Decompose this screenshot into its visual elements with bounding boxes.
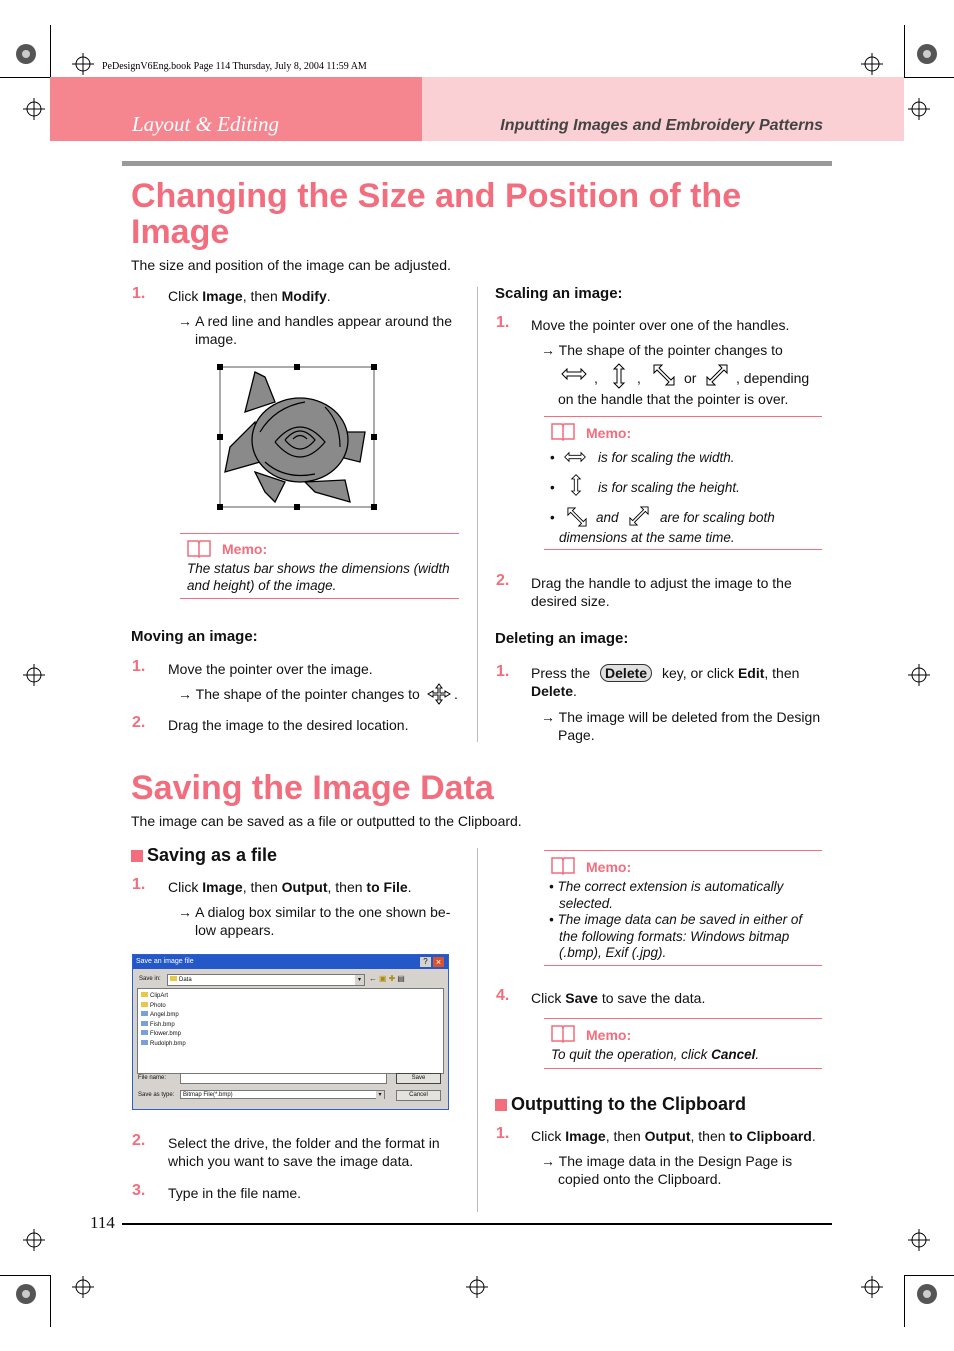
step-text: Move the pointer over the image.: [168, 661, 373, 677]
crosshair-mark-icon: [23, 98, 45, 120]
vertical-resize-icon: [612, 363, 626, 389]
step-text: Type in the file name.: [168, 1185, 302, 1201]
memo-divider: [544, 416, 822, 417]
save-type-label: Save as type:: [138, 1092, 175, 1098]
memo-label: Memo:: [586, 859, 632, 875]
step-number: 4.: [496, 987, 510, 1004]
section-title: Inputting Images and Embroidery Patterns: [500, 117, 823, 134]
rose-image: [215, 362, 379, 512]
file-name-input[interactable]: [180, 1073, 387, 1084]
book-icon: [550, 421, 576, 441]
diagonal-resize-ne-icon: [629, 506, 649, 526]
file-name: ClipArt: [150, 993, 169, 999]
help-button[interactable]: ?: [420, 957, 431, 967]
save-button[interactable]: Save: [396, 1073, 441, 1084]
crosshair-mark-icon: [861, 1276, 883, 1298]
step-number: 2.: [132, 1132, 146, 1149]
diagonal-resize-ne-icon: [706, 364, 728, 386]
memo-label: Memo:: [586, 425, 632, 441]
horizontal-resize-icon: [561, 367, 587, 381]
depending-text: , depending: [736, 370, 810, 386]
memo-divider: [544, 549, 822, 550]
clipboard-heading: Outputting to the Clipboard: [495, 1094, 746, 1115]
step-text: Move the pointer over one of the handles.: [531, 317, 790, 333]
step-text: Click Image, then Output, then to File.: [168, 879, 412, 895]
diagonal-resize-nw-icon: [653, 364, 675, 386]
close-button[interactable]: ×: [433, 957, 444, 967]
list-item[interactable]: [141, 1040, 443, 1050]
comma: ,: [637, 370, 641, 386]
memo-text: and: [596, 510, 619, 525]
memo-label: Memo:: [586, 1027, 632, 1043]
scaling-heading: Scaling an image:: [495, 285, 623, 302]
bitmap-file-icon: [141, 1030, 148, 1035]
step-result: → The image will be deleted from the Design Page.: [541, 709, 821, 743]
step-number: 3.: [132, 1182, 146, 1199]
crosshair-mark-icon: [23, 664, 45, 686]
memo-text: is for scaling the height.: [598, 480, 740, 495]
step-text: Select the drive, the folder and the format in which you want to save the image data.: [168, 1135, 440, 1169]
cancel-button[interactable]: Cancel: [396, 1090, 441, 1101]
book-icon: [186, 538, 212, 558]
comma: ,: [594, 370, 598, 386]
crosshair-mark-icon: [861, 53, 883, 75]
page-number: 114: [90, 1213, 115, 1232]
memo-text: The status bar shows the dimensions (width and height) of the image.: [187, 561, 450, 593]
file-name: Flower.bmp: [150, 1031, 182, 1037]
file-name: Angel.bmp: [150, 1012, 179, 1018]
step-text: Drag the image to the desired location.: [168, 717, 409, 733]
list-item[interactable]: [141, 1011, 443, 1021]
step-number: 1.: [496, 1125, 510, 1142]
step-text: Press the Delete key, or click Edit, then Delete.: [531, 665, 800, 699]
save-in-select[interactable]: Data ▾: [167, 974, 365, 986]
save-type-select[interactable]: Bitmap File(*.bmp) ▾: [180, 1090, 385, 1099]
crosshair-mark-icon: [908, 1229, 930, 1251]
registration-mark-icon: [15, 43, 37, 65]
save-in-label: Save in:: [139, 976, 161, 982]
memo-text: is for scaling the width.: [598, 450, 735, 465]
step-number: 2.: [496, 572, 510, 589]
bitmap-file-icon: [141, 1011, 148, 1016]
diagonal-resize-nw-icon: [567, 507, 587, 527]
step-result: → A red line and handles appear around the image.: [178, 313, 452, 347]
memo-divider: [544, 1068, 822, 1069]
dialog-title: Save an image file: [133, 955, 448, 969]
book-icon: [550, 1023, 576, 1043]
list-item[interactable]: [141, 1021, 443, 1031]
bitmap-file-icon: [141, 1040, 148, 1045]
step-number: 1.: [132, 285, 146, 302]
crosshair-mark-icon: [908, 664, 930, 686]
horizontal-resize-icon: [563, 451, 587, 463]
moving-heading: Moving an image:: [131, 628, 258, 645]
step-number: 2.: [132, 714, 146, 731]
chapter-title: Layout & Editing: [132, 112, 279, 136]
bullet: •: [550, 480, 555, 495]
crosshair-mark-icon: [72, 1276, 94, 1298]
delete-key: Delete: [600, 664, 652, 682]
saving-file-heading: Saving as a file: [131, 845, 277, 866]
memo-divider: [180, 598, 459, 599]
intro-text: The image can be saved as a file or outputted to the Clipboard.: [131, 813, 522, 829]
registration-mark-icon: [15, 1283, 37, 1305]
memo-label: Memo:: [222, 541, 268, 557]
step-text: Click Save to save the data.: [531, 990, 706, 1006]
file-name: Fish.bmp: [150, 1021, 175, 1028]
footer-rule: [122, 1223, 832, 1225]
title-rule: [122, 161, 832, 166]
step-text: Click Image, then Modify.: [168, 288, 331, 304]
step-text: Click Image, then Output, then to Clipboard.: [531, 1128, 816, 1144]
book-info-line: PeDesignV6Eng.book Page 114 Thursday, July 8, 2004 11:59 AM: [102, 61, 367, 72]
file-name: Rudolph.bmp: [150, 1040, 186, 1047]
crosshair-mark-icon: [908, 98, 930, 120]
crosshair-mark-icon: [466, 1276, 488, 1298]
list-item[interactable]: [141, 992, 443, 1002]
deleting-heading: Deleting an image:: [495, 630, 629, 647]
column-separator: [477, 287, 478, 742]
column-separator: [477, 848, 478, 1212]
step-result: → A dialog box similar to the one shown be- low appears.: [178, 904, 451, 938]
section-title-saving: Saving the Image Data: [131, 769, 494, 807]
memo-divider: [180, 533, 459, 534]
crosshair-mark-icon: [72, 53, 94, 75]
list-item[interactable]: [141, 1030, 443, 1040]
chevron-down-icon: ▾: [376, 1091, 384, 1100]
bullet: •: [550, 450, 555, 465]
memo-text: dimensions at the same time.: [559, 530, 735, 545]
memo-divider: [544, 965, 822, 966]
step-number: 1.: [132, 658, 146, 675]
step-number: 1.: [496, 314, 510, 331]
book-icon: [550, 855, 576, 875]
save-dialog-screenshot: [132, 954, 449, 1110]
step-result: on the handle that the pointer is over.: [558, 391, 789, 407]
or-text: or: [684, 370, 697, 386]
file-list[interactable]: [137, 988, 444, 1074]
period: .: [454, 686, 458, 702]
registration-mark-icon: [916, 43, 938, 65]
step-number: 1.: [132, 876, 146, 893]
intro-text: The size and position of the image can be adjusted.: [131, 257, 451, 273]
chevron-down-icon: ▾: [355, 975, 364, 985]
page-title: Changing the Size and Position of the Image: [131, 177, 742, 251]
registration-mark-icon: [916, 1283, 938, 1305]
file-name-label: File name:: [138, 1075, 167, 1081]
step-result: → The shape of the pointer changes to: [178, 686, 420, 702]
step-result: → The image data in the Design Page is copied onto the Clipboard.: [541, 1153, 793, 1187]
step-result: → The shape of the pointer changes to: [541, 342, 783, 358]
memo-divider: [544, 850, 822, 851]
bullet: •: [550, 510, 555, 525]
move-pointer-icon: [427, 683, 451, 705]
step-text: Drag the handle to adjust the image to the desired size.: [531, 575, 792, 609]
toolbar-icons[interactable]: ←▣✚▤: [369, 974, 407, 983]
memo-text: • The correct extension is automatically selected. • The image data can be saved in either of the following formats: Windows bitmap (.bmp), Exif (.jpg).: [549, 879, 803, 960]
memo-text: are for scaling both: [660, 510, 775, 525]
file-name: Photo: [150, 1002, 166, 1009]
memo-divider: [544, 1018, 822, 1019]
folder-icon: [141, 992, 148, 997]
folder-icon: [141, 1002, 148, 1007]
step-number: 1.: [496, 663, 510, 680]
list-item[interactable]: [141, 1002, 443, 1012]
vertical-resize-icon: [570, 473, 582, 497]
memo-text: To quit the operation, click Cancel.: [551, 1047, 760, 1062]
bitmap-file-icon: [141, 1021, 148, 1026]
crosshair-mark-icon: [23, 1229, 45, 1251]
